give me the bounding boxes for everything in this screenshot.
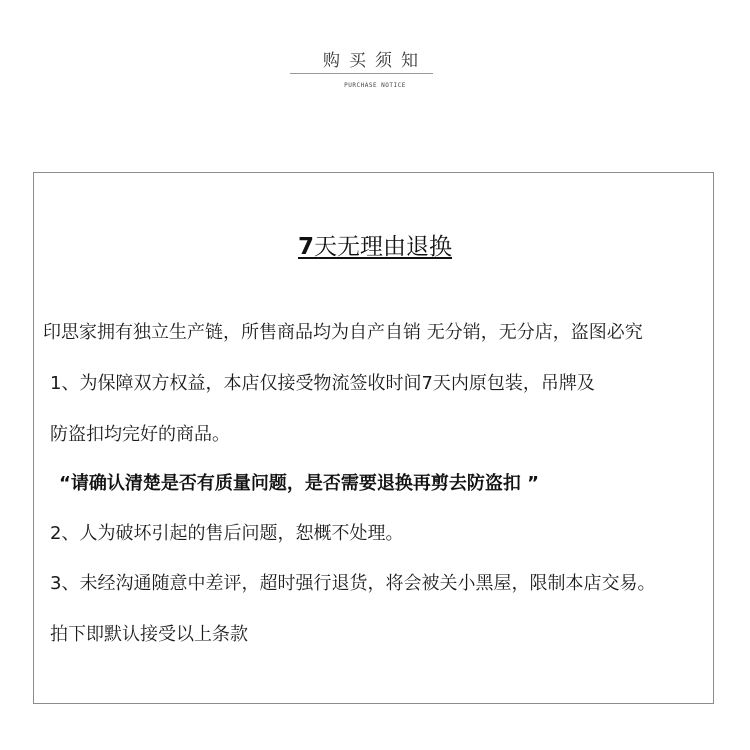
notice-title bbox=[0, 232, 750, 262]
notice-line-intro: 印思家拥有独立生产链，所售商品均为自产自销 无分销，无分店，盗图必究 bbox=[43, 322, 643, 343]
notice-line-rule-1: 1、为保障双方权益，本店仅接受物流签收时间7天内原包装，吊牌及 bbox=[50, 373, 595, 394]
header-title: 购买须知 bbox=[323, 51, 427, 71]
notice-line-rule-2: 2、人为破坏引起的售后问题，恕概不处理。 bbox=[50, 523, 404, 544]
notice-line-closing: 拍下即默认接受以上条款 bbox=[50, 624, 248, 645]
notice-line-reminder: “请确认清楚是否有质量问题，是否需要退换再剪去防盗扣 ” bbox=[59, 473, 539, 494]
notice-title-number: 7 bbox=[297, 234, 314, 260]
notice-line-rule-3: 3、未经沟通随意中差评，超时强行退货，将会被关小黑屋，限制本店交易。 bbox=[50, 573, 656, 594]
notice-line-rule-1-cont: 防盗扣均完好的商品。 bbox=[50, 424, 230, 445]
header-divider bbox=[290, 73, 433, 74]
header-subtitle: PURCHASE NOTICE bbox=[344, 82, 406, 89]
notice-title-text: 天无理由退换 bbox=[314, 234, 452, 260]
